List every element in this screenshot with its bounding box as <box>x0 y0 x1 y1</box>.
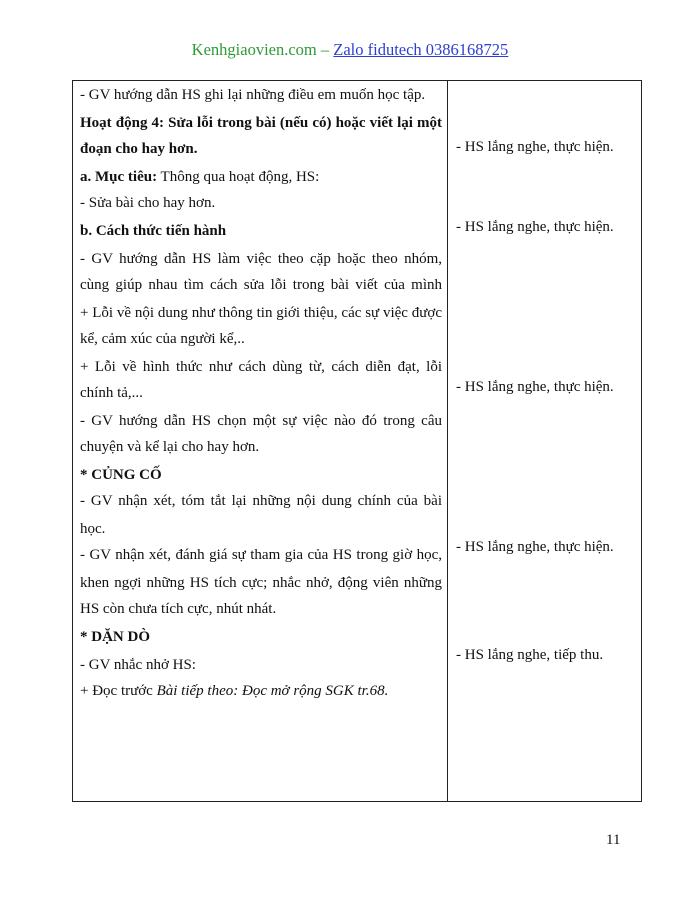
teacher-line: - GV nhận xét, đánh giá sự tham gia của HS trong giờ học, <box>80 547 442 563</box>
section-heading: * DẶN DÒ <box>80 629 150 645</box>
teacher-line: - GV hướng dẫn HS chọn một sự việc nào đó trong câu <box>80 413 442 429</box>
activity-title: Hoạt động 4: Sửa lỗi trong bài (nếu có) hoặc viết lại một <box>80 115 442 131</box>
objective-line <box>80 167 442 187</box>
teacher-line: - GV nhận xét, tóm tắt lại những nội dung chính của bài <box>80 493 442 509</box>
section-heading: * CỦNG CỐ <box>80 467 162 483</box>
header-site-link[interactable]: Kenhgiaovien.com <box>191 40 317 59</box>
teacher-line: cùng giúp nhau tìm cách sửa lỗi trong bài viết của mình <box>80 277 442 293</box>
lesson-table <box>72 80 642 802</box>
student-line: - HS lắng nghe, thực hiện. <box>456 219 614 235</box>
header-separator: – <box>316 40 334 59</box>
teacher-line: - Sửa bài cho hay hơn. <box>80 195 216 211</box>
student-line: - HS lắng nghe, thực hiện. <box>456 379 614 395</box>
teacher-line: HS còn chưa tích cực, nhút nhát. <box>80 601 277 617</box>
teacher-line <box>80 681 442 701</box>
student-line: - HS lắng nghe, thực hiện. <box>456 139 614 155</box>
teacher-line: chuyện và kể lại cho hay hơn. <box>80 439 260 455</box>
teacher-line: học. <box>80 521 106 537</box>
teacher-line: - GV hướng dẫn HS làm việc theo cặp hoặc theo nhóm, <box>80 251 442 267</box>
reading-prefix: + Đọc trước <box>80 683 157 699</box>
teacher-line: + Lỗi về nội dung như thông tin giới thiệu, các sự việc được <box>80 305 442 321</box>
teacher-line: khen ngợi những HS tích cực; nhắc nhở, động viên những <box>80 575 442 591</box>
student-line: - HS lắng nghe, tiếp thu. <box>456 647 604 663</box>
student-line: - HS lắng nghe, thực hiện. <box>456 539 614 555</box>
section-heading: b. Cách thức tiến hành <box>80 223 227 239</box>
page-number: 11 <box>606 832 621 848</box>
teacher-line: - GV nhắc nhở HS: <box>80 657 196 673</box>
activity-title-cont: đoạn cho hay hơn. <box>80 141 198 157</box>
page-header <box>0 40 700 60</box>
objective-text: Thông qua hoạt động, HS: <box>157 169 320 185</box>
column-divider <box>447 81 448 801</box>
teacher-line: kể, cảm xúc của người kể,.. <box>80 331 245 347</box>
teacher-line: - GV hướng dẫn HS ghi lại những điều em muốn học tập. <box>80 87 426 103</box>
objective-label: a. Mục tiêu: <box>80 169 158 185</box>
header-contact-link[interactable]: Zalo fidutech 0386168725 <box>333 40 509 59</box>
reading-title: Bài tiếp theo: Đọc mở rộng SGK tr.68. <box>156 683 389 699</box>
teacher-line: + Lỗi về hình thức như cách dùng từ, cách diễn đạt, lỗi <box>80 359 442 375</box>
teacher-line: chính tả,... <box>80 385 143 401</box>
